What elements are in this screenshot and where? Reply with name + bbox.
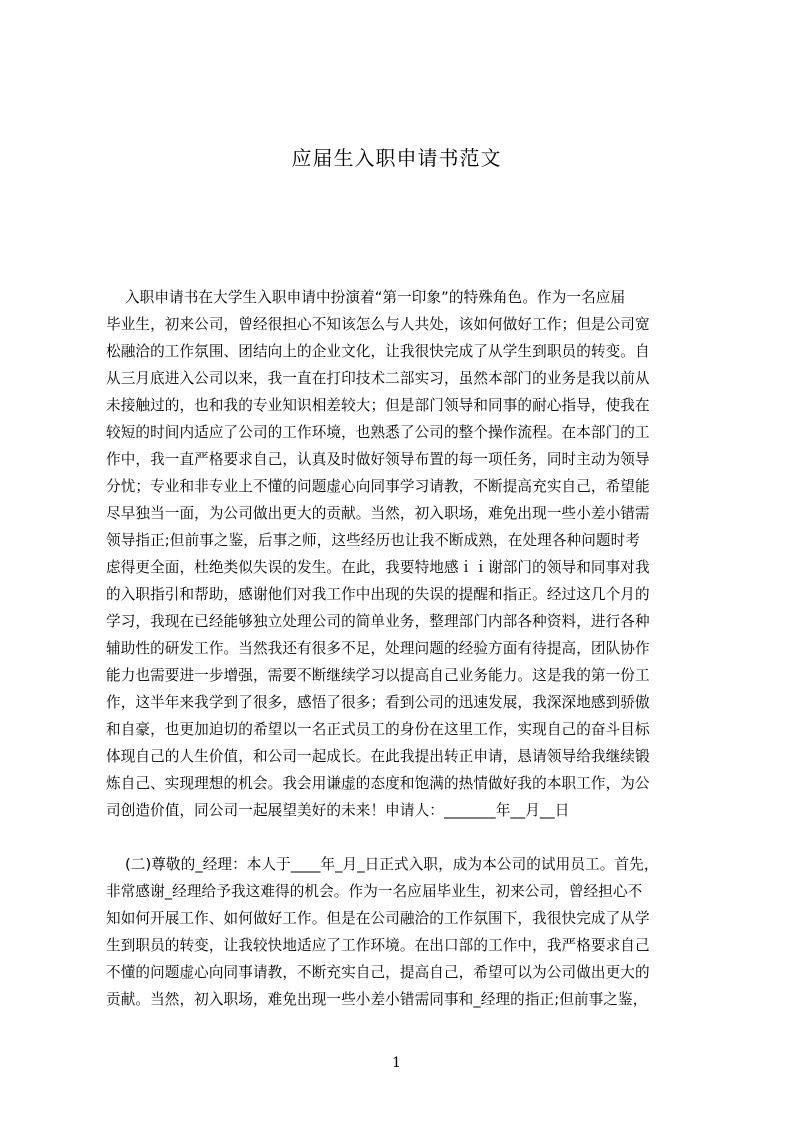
- paragraph-line: 贡献。当然，初入职场，难免出现一些小差小错需同事和_经理的指正;但前事之鉴，: [106, 991, 648, 1008]
- paragraph-line: 作中，我一直严格要求自己，认真及时做好领导布置的每一项任务，同时主动为领导: [106, 451, 650, 468]
- paragraph-line: 知如何开展工作、如何做好工作。但是在公司融洽的工作氛围下，我很快完成了从学: [106, 910, 650, 927]
- paragraph-line: 和自豪，也更加迫切的希望以一名正式员工的身份在这里工作，实现自己的奋斗目标: [106, 721, 650, 738]
- paragraph-line: 不懂的问题虚心向同事请教，不断充实自己，提高自己，希望可以为公司做出更大的: [106, 964, 650, 981]
- paragraph-line: 松融洽的工作氛围、团结向上的企业文化，让我很快完成了从学生到职员的转变。自: [106, 343, 650, 360]
- paragraph-line: 分忧；专业和非专业上不懂的问题虚心向同事学习请教，不断提高充实自己，希望能: [106, 478, 650, 495]
- page-number: 1: [392, 1055, 401, 1071]
- paragraph-line: 生到职员的转变，让我较快地适应了工作环境。在出口部的工作中，我严格要求自己: [106, 937, 650, 954]
- paragraph-line: 入职申请书在大学生入职申请中扮演着“第一印象”的特殊角色。作为一名应届: [106, 289, 626, 306]
- paragraph-line: 虑得更全面，杜绝类似失误的发生。在此，我要特地感ｉｉ谢部门的领导和同事对我: [106, 559, 650, 576]
- paragraph-line: 从三月底进入公司以来，我一直在打印技术二部实习，虽然本部门的业务是我以前从: [106, 370, 650, 387]
- paragraph-line: (二)尊敬的_经理：本人于____年_月_日正式入职，成为本公司的试用员工。首先，: [106, 856, 659, 873]
- paragraph-line: 非常感谢_经理给予我这难得的机会。作为一名应届毕业生，初来公司，曾经担心不: [106, 883, 643, 900]
- paragraph-line: 能力也需要进一步增强，需要不断继续学习以提高自己业务能力。这是我的第一份工: [106, 667, 650, 684]
- paragraph-line: 领导指正;但前事之鉴，后事之师，这些经历也让我不断成熟，在处理各种问题时考: [106, 532, 640, 549]
- paragraph-line: 学习，我现在已经能够独立处理公司的简单业务，整理部门内部各种资料，进行各种: [106, 613, 650, 630]
- paragraph-line: 体现自己的人生价值，和公司一起成长。在此我提出转正申请，恳请领导给我继续锻: [106, 748, 650, 765]
- paragraph-line: 的入职指引和帮助，感谢他们对我工作中出现的失误的提醒和指正。经过这几个月的: [106, 586, 650, 603]
- paragraph-line: 炼自己、实现理想的机会。我会用谦虚的态度和饱满的热情做好我的本职工作，为公: [106, 775, 650, 792]
- paragraph-line: 作，这半年来我学到了很多，感悟了很多；看到公司的迅速发展，我深深地感到骄傲: [106, 694, 650, 711]
- paragraph-line: 尽早独当一面，为公司做出更大的贡献。当然，初入职场，难免出现一些小差小错需: [106, 505, 650, 522]
- paragraph-line: 司创造价值，同公司一起展望美好的未来！申请人：_______年__月__日: [106, 802, 570, 819]
- paragraph-line: 较短的时间内适应了公司的工作环境，也熟悉了公司的整个操作流程。在本部门的工: [106, 424, 650, 441]
- document-title: 应届生入职申请书范文: [291, 146, 502, 170]
- paragraph-line: 未接触过的，也和我的专业知识相差较大；但是部门领导和同事的耐心指导，使我在: [106, 397, 650, 414]
- paragraph-line: 毕业生，初来公司，曾经很担心不知该怎么与人共处，该如何做好工作；但是公司宽: [106, 316, 650, 333]
- paragraph-line: 辅助性的研发工作。当然我还有很多不足，处理问题的经验方面有待提高，团队协作: [106, 640, 650, 657]
